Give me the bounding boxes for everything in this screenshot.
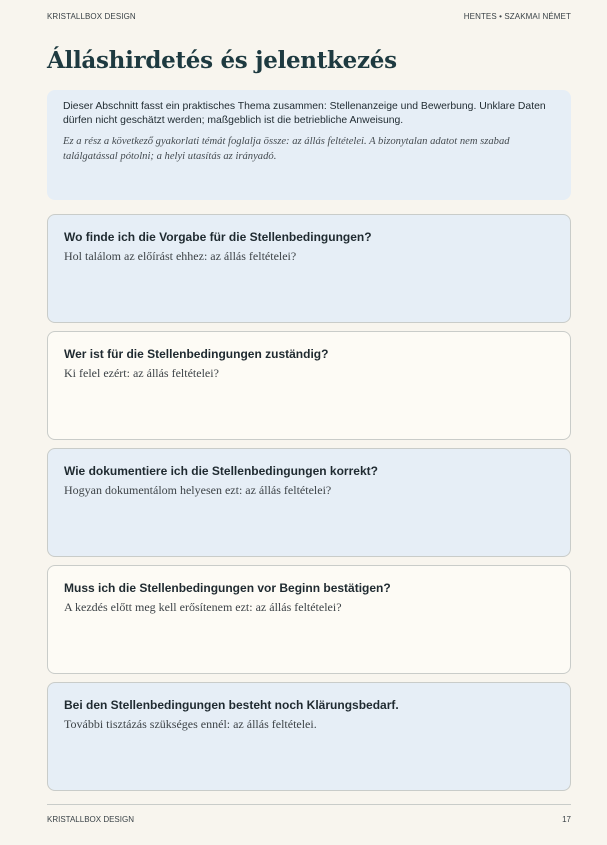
qa-card [47, 565, 571, 674]
qa-card [47, 214, 571, 323]
page-header [47, 12, 571, 24]
card-answer: Hol találom az előírást ehhez: az állás feltételei? [64, 249, 297, 263]
intro-box [47, 90, 571, 200]
footer-divider [47, 804, 571, 805]
page-footer [47, 815, 571, 827]
card-question: Wie dokumentiere ich die Stellenbedingungen korrekt? [64, 464, 378, 478]
footer-brand: KRISTALLBOX DESIGN [47, 815, 134, 824]
card-answer: A kezdés előtt meg kell erősítenem ezt: az állás feltételei? [64, 600, 342, 614]
page-title: Álláshirdetés és jelentkezés [47, 47, 397, 74]
card-question: Bei den Stellenbedingungen besteht noch Klärungsbedarf. [64, 698, 399, 712]
qa-card [47, 448, 571, 557]
intro-text-german: Dieser Abschnitt fasst ein praktisches Thema zusammen: Stellenanzeige und Bewerbung. Unklare Daten dürfen nicht geschätzt werden; maßgeblich ist die betriebliche Anweisung. [63, 101, 546, 126]
card-answer: Hogyan dokumentálom helyesen ezt: az állás feltételei? [64, 483, 332, 497]
card-question: Muss ich die Stellenbedingungen vor Beginn bestätigen? [64, 581, 391, 595]
header-section: HENTES • SZAKMAI NÉMET [463, 12, 571, 21]
qa-card [47, 682, 571, 791]
intro-text-hungarian: Ez a rész a következő gyakorlati témát foglalja össze: az állás feltételei. A bizonytalan adatot nem szabad találgatással pótolni; a helyi utasítás az irányadó. [63, 136, 510, 162]
card-question: Wer ist für die Stellenbedingungen zuständig? [64, 347, 329, 361]
card-question: Wo finde ich die Vorgabe für die Stellenbedingungen? [64, 230, 372, 244]
qa-card [47, 331, 571, 440]
header-brand: KRISTALLBOX DESIGN [47, 12, 136, 21]
card-answer: Ki felel ezért: az állás feltételei? [64, 366, 219, 380]
card-answer: További tisztázás szükséges ennél: az állás feltételei. [64, 717, 317, 731]
page-number: 17 [562, 815, 571, 824]
